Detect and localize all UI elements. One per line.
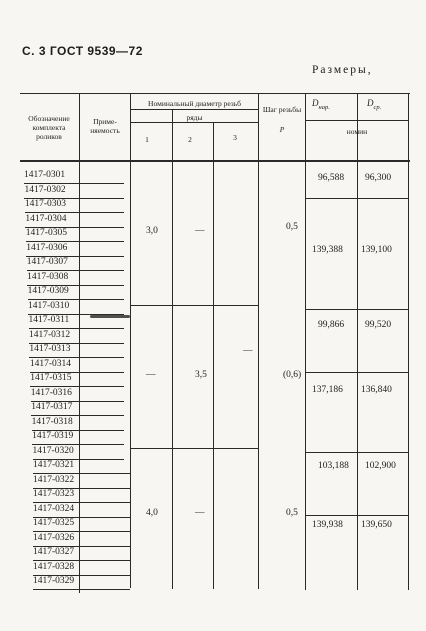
row-code: 1417-0313	[29, 344, 71, 354]
col-line-row1	[130, 93, 131, 588]
group-dsr-value-1: 96,300	[365, 173, 392, 183]
col-header-dsr	[367, 98, 381, 111]
col-header-row1: 1	[145, 135, 149, 144]
dsr-subscript: ср.	[373, 103, 382, 111]
group-dnar-value-2: 139,388	[312, 245, 343, 255]
row-code: 1417-0320	[32, 445, 74, 456]
group-separator	[130, 305, 258, 306]
applicability-cell-line	[80, 227, 124, 228]
row-code: 1417-0315	[30, 373, 72, 383]
group-dsr-value-2: 139,100	[361, 245, 392, 255]
applicability-cell-line	[80, 401, 124, 402]
col-header-row2: 2	[188, 135, 192, 144]
row-code: 1417-0305	[25, 228, 67, 238]
row-code: 1417-0312	[28, 329, 71, 340]
dsr-symbol: D	[367, 98, 374, 108]
applicability-cell-line	[80, 256, 124, 257]
group-dsr-value-1: 102,900	[365, 461, 396, 471]
group-row1-value: —	[146, 370, 156, 380]
col-header-rows: ряды	[186, 113, 203, 122]
group-row3-value: —	[243, 346, 253, 356]
group-pitch-value: 0,5	[286, 222, 298, 232]
group-pitch-value: 0,5	[286, 508, 298, 518]
applicability-cell-line	[80, 343, 124, 344]
applicability-cell-line	[80, 459, 124, 460]
col-line-row2	[172, 109, 173, 589]
row-code: 1417-0314	[29, 358, 72, 369]
applicability-cell-line	[80, 473, 130, 474]
dnar-symbol: D	[312, 98, 319, 108]
col-line-row3	[213, 122, 214, 589]
applicability-cell-line	[80, 589, 130, 590]
dimensions-caption: Размеры,	[312, 64, 373, 76]
applicability-cell-line	[80, 415, 124, 416]
col-header-designation: Обозначение комплекта роликов	[28, 114, 70, 141]
applicability-cell-line	[80, 328, 124, 329]
row-code: 1417-0325	[33, 518, 75, 528]
row-code: 1417-0324	[33, 503, 75, 514]
col-header-pitch: Шаг резьбы	[262, 105, 302, 114]
group-dnar-value-1: 96,588	[318, 173, 345, 183]
row-code: 1417-0310	[28, 300, 70, 311]
row-code: 1417-0309	[27, 286, 69, 296]
row-code: 1417-0306	[26, 242, 68, 253]
applicability-cell-line	[80, 575, 130, 576]
applicability-cell-line	[80, 560, 130, 561]
row-code: 1417-0321	[33, 460, 75, 470]
row-code: 1417-0302	[24, 184, 66, 195]
group-row2-value: 3,5	[195, 370, 207, 380]
col-header-row3: 3	[233, 133, 237, 142]
applicability-cell-line	[80, 285, 124, 286]
row-code: 1417-0328	[33, 561, 75, 572]
group-row1-value: 3,0	[146, 226, 158, 236]
nominal-diameter-divider	[130, 109, 258, 110]
applicability-cell-line	[80, 546, 130, 547]
group-dsr-value-2: 139,650	[361, 520, 392, 530]
group-dsr-value-2: 136,840	[361, 385, 392, 395]
applicability-cell-line	[80, 212, 124, 213]
group-dnar-value-2: 139,938	[312, 520, 343, 530]
row-code: 1417-0318	[31, 416, 73, 427]
col-header-nominal: номин	[346, 127, 368, 136]
row-code: 1417-0319	[32, 431, 74, 441]
dim-sub-separator	[305, 515, 408, 516]
dim-sub-separator	[305, 372, 408, 373]
applicability-cell-line	[80, 430, 124, 431]
rows-divider	[130, 122, 258, 123]
group-separator-dim	[305, 309, 408, 310]
row-code: 1417-0323	[33, 489, 75, 499]
row-code: 1417-0327	[33, 547, 75, 557]
applicability-cell-line	[80, 198, 124, 199]
applicability-cell-line	[80, 241, 124, 242]
applicability-cell-line	[80, 357, 124, 358]
row-code: 1417-0317	[31, 402, 73, 412]
dnar-subscript: нар.	[318, 103, 330, 111]
group-separator-dim	[305, 452, 408, 453]
row-code: 1417-0303	[24, 199, 67, 209]
dim-sub-separator	[305, 198, 408, 199]
col-header-nominal-diameter: Номинальный диаметр резьб	[148, 99, 241, 108]
group-dnar-value-1: 103,188	[318, 461, 349, 471]
page-header: С. 3 ГОСТ 9539—72	[22, 44, 143, 58]
group-row1-value: 4,0	[146, 508, 158, 518]
col-line-right	[408, 93, 409, 590]
applicability-cell-line	[80, 444, 124, 445]
row-code: 1417-0304	[25, 213, 67, 224]
applicability-cell-line	[80, 372, 124, 373]
group-row2-value: —	[195, 226, 205, 236]
row-code: 1417-0307	[26, 257, 68, 267]
group-dnar-value-1: 99,866	[318, 320, 345, 330]
col-line-pitch	[258, 93, 259, 589]
applicability-cell-line	[80, 299, 124, 300]
row-code: 1417-0311	[28, 315, 70, 325]
applicability-cell-line	[80, 502, 130, 503]
applicability-cell-line	[80, 386, 124, 387]
applicability-cell-line	[80, 183, 124, 184]
col-header-dnar	[312, 98, 330, 111]
applicability-cell-line	[80, 488, 130, 489]
applicability-cell-line	[80, 517, 130, 518]
group-pitch-value: (0,6)	[283, 370, 302, 380]
applicability-cell-line	[80, 531, 130, 532]
row-code: 1417-0316	[30, 387, 72, 398]
col-header-applicability: Приме-няемость	[90, 117, 120, 135]
group-dnar-value-2: 137,186	[312, 385, 343, 395]
col-header-pitch-symbol: P	[279, 125, 285, 134]
group-row2-value: —	[195, 508, 205, 518]
applicability-cell-line	[80, 270, 124, 271]
group-separator	[130, 448, 258, 449]
group-dsr-value-1: 99,520	[365, 320, 392, 330]
row-code: 1417-0308	[27, 271, 69, 282]
row-code: 1417-0326	[33, 532, 75, 543]
ink-scribble	[90, 315, 130, 318]
row-code: 1417-0322	[33, 474, 75, 485]
row-code: 1417-0301	[24, 170, 66, 180]
row-code: 1417-0329	[33, 576, 75, 586]
